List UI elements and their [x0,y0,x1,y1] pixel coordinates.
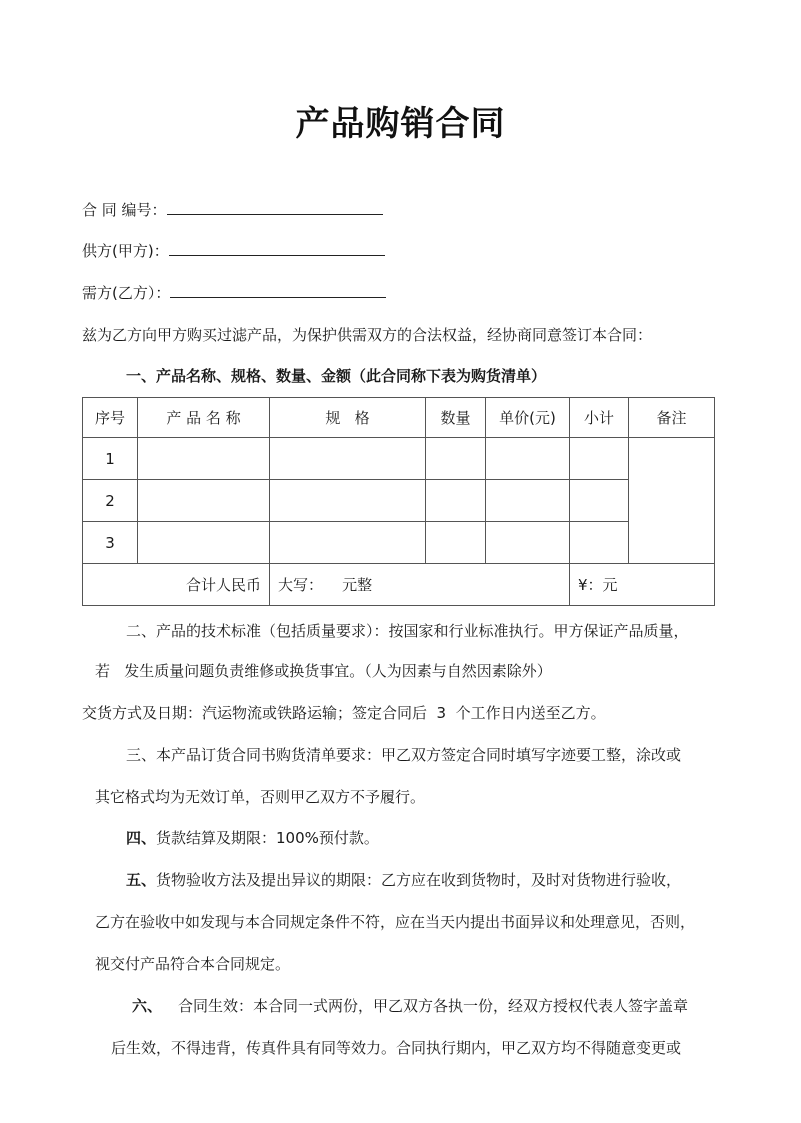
row-seq: 2 [83,480,138,522]
header-note: 备注 [629,398,715,438]
section6-number: 六、 [132,997,163,1015]
section5-text: 货物验收方法及提出异议的期限：乙方应在收到货物时，及时对货物进行验收， [156,871,682,889]
total-in-words: 大写： 元整 [270,564,570,606]
delivery-terms: 交货方式及日期：汽运物流或铁路运输；签定合同后 3 个工作日内送至乙方。 [82,704,606,722]
section4 [126,828,379,848]
contract-number-field [82,200,383,220]
contract-number-label: 合 同 编号： [82,201,167,219]
row-price-cell [486,480,570,522]
row-subtotal-cell [570,438,629,480]
row-price-cell [486,522,570,564]
page-title: 产品购销合同 [295,104,506,144]
row-qty-cell [426,522,486,564]
buyer-field [82,283,386,303]
table-row [83,480,715,522]
total-label: 合计人民币 [83,564,270,606]
row-spec-cell [270,438,426,480]
buyer-blank [170,283,386,298]
table-row [83,522,715,564]
row-name-cell [138,522,270,564]
row-seq: 3 [83,522,138,564]
row-name-cell [138,480,270,522]
row-seq: 1 [83,438,138,480]
header-subtotal: 小计 [570,398,629,438]
row-name-cell [138,438,270,480]
section6-line2: 后生效，不得违背，传真件具有同等效力。合同执行期内，甲乙双方均不得随意变更或 [111,1039,682,1057]
total-row [83,564,715,606]
intro-paragraph: 兹为乙方向甲方购买过滤产品，为保护供需双方的合法权益，经协商同意签订本合同： [82,326,653,344]
row-spec-cell [270,522,426,564]
header-price: 单价(元) [486,398,570,438]
supplier-blank [169,241,385,256]
section5-line3: 视交付产品符合本合同规定。 [95,955,291,973]
row-subtotal-cell [570,522,629,564]
supplier-label: 供方(甲方)： [82,242,169,260]
section6-text: 合同生效：本合同一式两份，甲乙双方各执一份，经双方授权代表人签字盖章 [178,997,689,1015]
header-seq: 序号 [83,398,138,438]
header-name: 产 品 名 称 [138,398,270,438]
contract-number-blank [167,200,383,215]
row-qty-cell [426,438,486,480]
section4-text: 货款结算及期限：100%预付款。 [156,829,379,847]
section4-number: 四、 [126,829,157,847]
note-cell [629,438,715,564]
section5-number: 五、 [126,871,157,889]
row-qty-cell [426,480,486,522]
section5-line2: 乙方在验收中如发现与本合同规定条件不符，应在当天内提出书面异议和处理意见，否则， [95,913,696,931]
header-qty: 数量 [426,398,486,438]
header-spec: 规 格 [270,398,426,438]
section2-line1: 二、产品的技术标准（包括质量要求）：按国家和行业标准执行。甲方保证产品质量， [126,622,689,640]
row-spec-cell [270,480,426,522]
row-subtotal-cell [570,480,629,522]
table-header-row [83,398,715,438]
section3-line1: 三、本产品订货合同书购货清单要求：甲乙双方签定合同时填写字迹要工整，涂改或 [126,746,682,764]
section2-line2: 若 发生质量问题负责维修或换货事宜。（人为因素与自然因素除外） [95,662,552,680]
total-amount: ¥：元 [570,564,715,606]
buyer-label: 需方(乙方）： [82,284,171,302]
row-price-cell [486,438,570,480]
section5-line1 [126,870,681,890]
supplier-field [82,241,385,261]
table-row [83,438,715,480]
section1-heading: 一、产品名称、规格、数量、金额（此合同称下表为购货清单） [126,367,547,385]
section3-line2: 其它格式均为无效订单，否则甲乙双方不予履行。 [95,788,426,806]
goods-table [82,397,715,606]
section6-line1 [132,996,688,1016]
